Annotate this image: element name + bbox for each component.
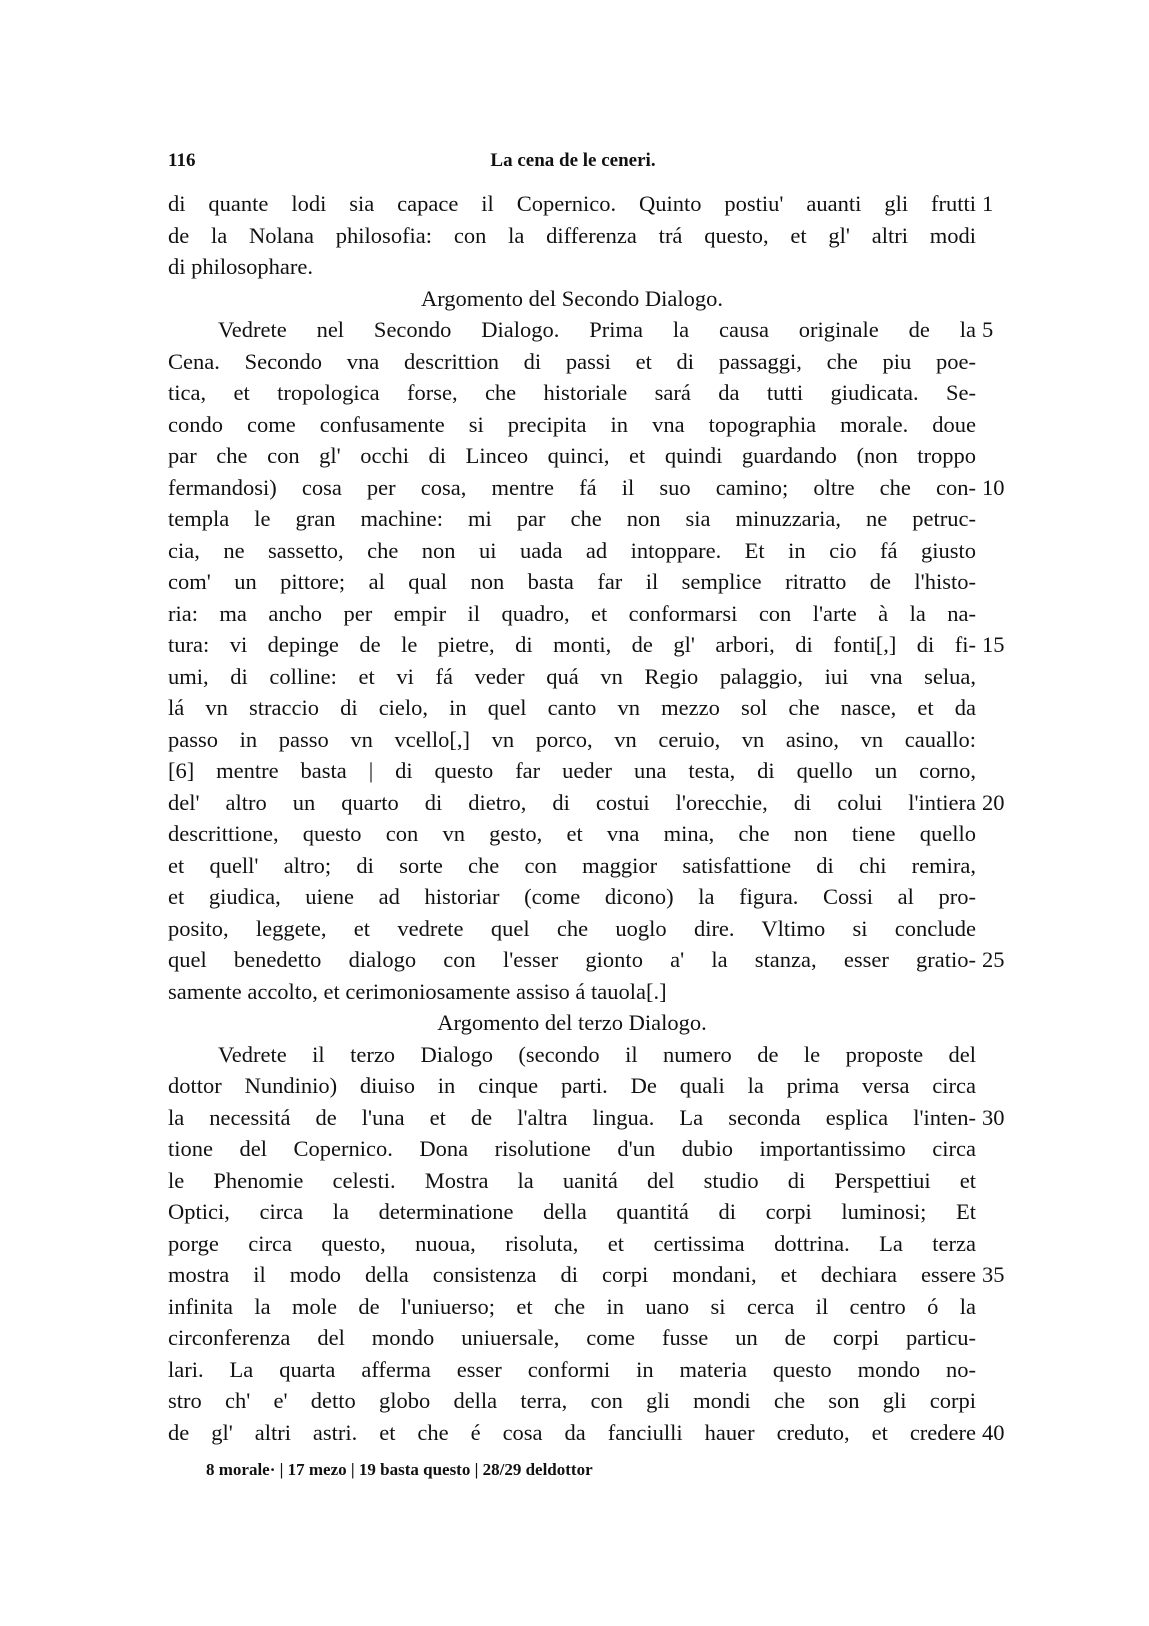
line-text: Argomento del Secondo Dialogo. bbox=[420, 285, 724, 311]
line-text: posito, leggete, et vedrete quel che uoglo dire. Vltimo si conclude bbox=[168, 915, 976, 941]
text-line bbox=[168, 692, 976, 724]
line-text: dottor Nundinio) diuiso in cinque parti. De quali la prima versa circa bbox=[168, 1073, 976, 1098]
text-line bbox=[168, 598, 976, 630]
text-line bbox=[168, 850, 976, 882]
line-text: tica, et tropologica forse, che historiale sará da tutti giudicata. Se- bbox=[168, 380, 976, 405]
line-text: le Phenomie celesti. Mostra la uanitá del studio di Perspettiui et bbox=[168, 1167, 976, 1193]
line-text: Optici, circa la determinatione della quantitá di corpi luminosi; Et bbox=[168, 1199, 976, 1224]
line-number: 5 bbox=[982, 317, 994, 342]
text-line bbox=[168, 976, 976, 1008]
line-number: 10 bbox=[982, 474, 1005, 500]
line-text: lá vn straccio di cielo, in quel canto vn mezzo sol che nasce, et da bbox=[168, 695, 976, 720]
text-line bbox=[168, 1291, 976, 1323]
line-text: la necessitá de l'una et de l'altra lingua. La seconda esplica l'inten- bbox=[168, 1104, 976, 1130]
line-number: 1 bbox=[982, 191, 994, 216]
line-number: 20 bbox=[982, 789, 1005, 815]
text-line bbox=[168, 1102, 1005, 1134]
text-line bbox=[168, 755, 976, 787]
line-number: 40 bbox=[982, 1419, 1005, 1445]
text-line bbox=[168, 1133, 976, 1165]
text-line bbox=[168, 1354, 976, 1386]
critical-apparatus: 8 morale· | 17 mezo | 19 basta questo | 28/29 deldottor bbox=[206, 1460, 593, 1479]
line-number: 35 bbox=[982, 1262, 1005, 1287]
line-text: descrittione, questo con vn gesto, et vna mina, che non tiene quello bbox=[168, 821, 976, 846]
line-text: templa le gran machine: mi par che non sia minuzzaria, ne petruc- bbox=[168, 506, 976, 531]
text-line bbox=[168, 409, 976, 441]
running-head bbox=[168, 150, 968, 180]
text-line bbox=[168, 377, 976, 409]
text-line bbox=[168, 535, 976, 567]
line-text: par che con gl' occhi di Linceo quinci, et quindi guardando (non troppo bbox=[168, 443, 976, 468]
text-line bbox=[168, 1196, 976, 1228]
line-number: 25 bbox=[982, 947, 1005, 972]
body-text bbox=[168, 188, 1005, 1448]
line-text: porge circa questo, nuoua, risoluta, et certissima dottrina. La terza bbox=[168, 1230, 976, 1256]
line-text: di quante lodi sia capace il Copernico. Quinto postiu' auanti gli frutti bbox=[168, 191, 976, 216]
text-line bbox=[168, 881, 976, 913]
line-text: de la Nolana philosofia: con la differenza trá questo, et gl' altri modi bbox=[168, 222, 976, 248]
text-line bbox=[168, 724, 976, 756]
line-text: lari. La quarta afferma esser conformi in materia questo mondo no- bbox=[168, 1356, 976, 1382]
text-line bbox=[168, 1417, 1005, 1449]
text-line bbox=[168, 629, 1005, 661]
line-text: infinita la mole de l'uniuerso; et che in uano si cerca il centro ó la bbox=[168, 1293, 976, 1319]
text-line bbox=[168, 440, 976, 472]
text-line bbox=[168, 566, 976, 598]
line-text: quel benedetto dialogo con l'esser gionto a' la stanza, esser gratio- bbox=[168, 947, 976, 972]
text-line bbox=[168, 188, 994, 220]
text-line bbox=[168, 1259, 1005, 1291]
text-line bbox=[168, 818, 976, 850]
text-line bbox=[168, 314, 994, 346]
line-text: com' un pittore; al qual non basta far il semplice ritratto de l'histo- bbox=[168, 569, 976, 594]
line-text: di philosophare. bbox=[168, 254, 313, 279]
line-text: [6] mentre basta | di questo far ueder una testa, di quello un corno, bbox=[168, 758, 976, 783]
line-number: 15 bbox=[982, 632, 1005, 657]
text-line bbox=[168, 1165, 976, 1197]
line-text: Vedrete il terzo Dialogo (secondo il numero de le proposte del bbox=[218, 1041, 976, 1067]
line-text: fermandosi) cosa per cosa, mentre fá il suo camino; oltre che con- bbox=[168, 474, 976, 500]
line-text: Cena. Secondo vna descrittion di passi et di passaggi, che piu poe- bbox=[168, 348, 976, 374]
section-heading bbox=[168, 1007, 976, 1039]
text-line bbox=[168, 503, 976, 535]
page-number: 116 bbox=[168, 150, 196, 171]
line-text: samente accolto, et cerimoniosamente assiso á tauola[.] bbox=[168, 978, 667, 1004]
line-text: tura: vi depinge de le pietre, di monti, de gl' arbori, di fonti[,] di fi- bbox=[168, 632, 976, 657]
text-line bbox=[168, 1228, 976, 1260]
line-text: stro ch' e' detto globo della terra, con gli mondi che son gli corpi bbox=[168, 1388, 976, 1413]
line-text: del' altro un quarto di dietro, di costui l'orecchie, di colui l'intiera bbox=[168, 789, 976, 815]
line-text: cia, ne sassetto, che non ui uada ad intoppare. Et in cio fá giusto bbox=[168, 537, 976, 563]
section-heading bbox=[168, 283, 976, 315]
text-line bbox=[168, 1385, 976, 1417]
line-text: Vedrete nel Secondo Dialogo. Prima la causa originale de la bbox=[218, 317, 976, 342]
text-line bbox=[168, 1070, 976, 1102]
line-text: umi, di colline: et vi fá veder quá vn Regio palaggio, iui vna selua, bbox=[168, 663, 976, 689]
line-text: et giudica, uiene ad historiar (come dicono) la figura. Cossi al pro- bbox=[168, 884, 976, 909]
text-line bbox=[168, 787, 1005, 819]
line-text: mostra il modo della consistenza di corpi mondani, et dechiara essere bbox=[168, 1262, 976, 1287]
line-text: de gl' altri astri. et che é cosa da fanciulli hauer creduto, et credere bbox=[168, 1419, 976, 1445]
line-text: circonferenza del mondo uniuersale, come fusse un de corpi particu- bbox=[168, 1325, 976, 1350]
line-text: passo in passo vn vcello[,] vn porco, vn ceruio, vn asino, vn cauallo: bbox=[168, 726, 976, 752]
running-title: La cena de le ceneri. bbox=[490, 150, 656, 171]
text-line bbox=[168, 346, 976, 378]
text-line bbox=[168, 661, 976, 693]
line-text: ria: ma ancho per empir il quadro, et conformarsi con l'arte à la na- bbox=[168, 600, 976, 626]
line-text: condo come confusamente si precipita in vna topographia morale. doue bbox=[168, 411, 976, 437]
text-line bbox=[168, 944, 1005, 976]
line-number: 30 bbox=[982, 1104, 1005, 1130]
line-text: et quell' altro; di sorte che con maggior satisfattione di chi remira, bbox=[168, 852, 976, 878]
text-line bbox=[168, 1039, 976, 1071]
text-line bbox=[168, 913, 976, 945]
line-text: Argomento del terzo Dialogo. bbox=[437, 1010, 707, 1035]
text-line bbox=[168, 251, 976, 283]
text-line bbox=[168, 220, 976, 252]
line-text: tione del Copernico. Dona risolutione d'un dubio importantissimo circa bbox=[168, 1136, 976, 1161]
text-line bbox=[168, 1322, 976, 1354]
text-line bbox=[168, 472, 1005, 504]
